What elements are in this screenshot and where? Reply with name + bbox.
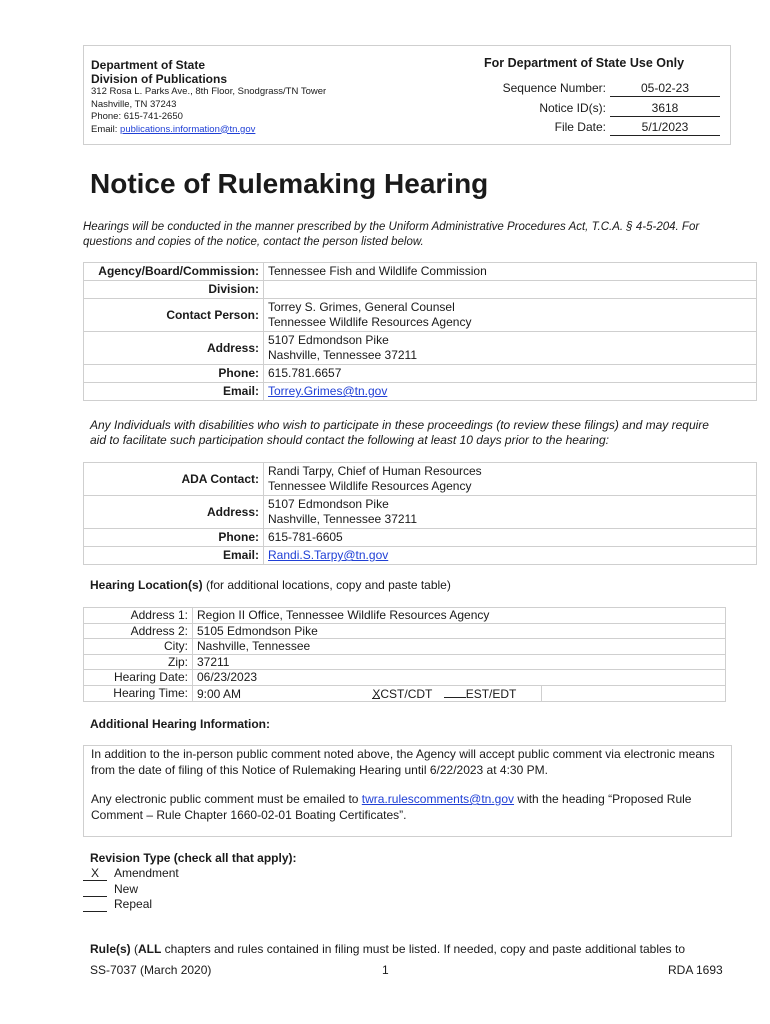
contact-phone-label: Phone: xyxy=(84,365,264,383)
location-zip-label: Zip: xyxy=(84,654,193,670)
location-time-cell xyxy=(193,685,542,702)
footer-rda-code: RDA 1693 xyxy=(668,963,723,977)
department-address-line2: Nashville, TN 37243 xyxy=(91,98,177,110)
state-use-only-title: For Department of State Use Only xyxy=(484,56,685,70)
file-date-value[interactable]: 5/1/2023 xyxy=(610,120,720,136)
location-date-row xyxy=(84,670,726,686)
intro-text: Hearings will be conducted in the manner prescribed by the Uniform Administrative Procedures Act, T.C.A. § 4-5-204. For questions and copies of the notice, contact the person listed below. xyxy=(83,221,700,248)
division-label: Division: xyxy=(84,281,264,299)
ada-phone-row xyxy=(84,529,757,547)
department-address-line1: 312 Rosa L. Parks Ave., 8th Floor, Snodgrass/TN Tower xyxy=(91,86,327,97)
ada-address-value[interactable] xyxy=(264,496,757,529)
page-title: Notice of Rulemaking Hearing xyxy=(90,168,489,199)
revision-label-new: New xyxy=(114,881,139,896)
state-use-only-block xyxy=(484,56,724,140)
rules-all-bold: ALL xyxy=(138,942,162,956)
header-box xyxy=(83,45,731,145)
location-time-value[interactable]: 9:00 AM xyxy=(197,686,242,701)
contact-phone-row xyxy=(84,365,757,383)
file-date-row xyxy=(484,120,724,140)
cst-label: CST/CDT xyxy=(380,686,433,701)
contact-address-line2: Nashville, Tennessee 37211 xyxy=(268,348,417,362)
ada-address-line1: 5107 Edmondson Pike xyxy=(268,497,389,511)
location-zip-row xyxy=(84,654,726,670)
revision-mark-repeal xyxy=(83,898,107,912)
ada-phone-label: Phone: xyxy=(84,529,264,547)
location-address1-value[interactable]: Region II Office, Tennessee Wildlife Resources Agency xyxy=(193,608,726,624)
ada-contact-line1: Randi Tarpy, Chief of Human Resources xyxy=(268,464,482,478)
additional-info-p1: In addition to the in-person public comment noted above, the Agency will accept public comment via electronic means from the date of filing of this Notice of Rulemaking Hearing until 6/22/2023 at 4:30 PM. xyxy=(91,747,715,777)
ada-contact-value[interactable] xyxy=(264,463,757,496)
contact-person-value[interactable] xyxy=(264,299,757,332)
ada-note: Any Individuals with disabilities who wish to participate in these proceedings (to review these filings) and may require aid to facilitate such participation should contact the following at least 10 days prior to the hearing: xyxy=(90,418,709,447)
contact-email-cell xyxy=(264,383,757,401)
ada-contact-label: ADA Contact: xyxy=(84,463,264,496)
department-info xyxy=(91,58,326,136)
revision-label-repeal: Repeal xyxy=(114,897,153,911)
ada-contact-line2: Tennessee Wildlife Resources Agency xyxy=(268,479,472,493)
division-value[interactable] xyxy=(264,281,757,299)
location-city-value[interactable]: Nashville, Tennessee xyxy=(193,639,726,655)
revision-type-heading: Revision Type (check all that apply): xyxy=(90,851,297,865)
ada-address-row xyxy=(84,496,757,529)
est-label: EST/EDT xyxy=(465,686,517,701)
ada-email-label: Email: xyxy=(84,547,264,565)
location-zip-value[interactable]: 37211 xyxy=(193,654,726,670)
additional-info-box xyxy=(83,745,732,837)
location-date-label: Hearing Date: xyxy=(84,670,193,686)
ada-contact-row xyxy=(84,463,757,496)
agency-contact-table xyxy=(83,262,757,401)
agency-value[interactable]: Tennessee Fish and Wildlife Commission xyxy=(264,263,757,281)
contact-person-label: Contact Person: xyxy=(84,299,264,332)
sequence-number-row xyxy=(484,81,724,101)
revision-option-amendment[interactable] xyxy=(83,866,179,882)
cst-mark: X xyxy=(372,686,381,701)
additional-info-p2 xyxy=(91,792,724,823)
comments-email-link[interactable]: twra.rulescomments@tn.gov xyxy=(361,792,515,806)
division-name: Division of Publications xyxy=(91,72,228,86)
department-name: Department of State xyxy=(91,58,206,72)
hearing-location-heading xyxy=(90,578,451,592)
contact-address-value[interactable] xyxy=(264,332,757,365)
location-address2-label: Address 2: xyxy=(84,623,193,639)
hearing-location-heading-bold: Hearing Location(s) xyxy=(90,578,203,592)
location-address2-row xyxy=(84,623,726,639)
location-address1-row xyxy=(84,608,726,624)
location-time-label: Hearing Time: xyxy=(84,685,193,702)
ada-email-link[interactable]: Randi.S.Tarpy@tn.gov xyxy=(268,548,389,562)
hearing-location-heading-rest: (for additional locations, copy and paste table) xyxy=(202,578,451,592)
revision-option-repeal[interactable] xyxy=(83,897,179,913)
rules-label-bold: Rule(s) xyxy=(90,942,131,956)
location-date-value[interactable]: 06/23/2023 xyxy=(193,670,726,686)
ada-address-label: Address: xyxy=(84,496,264,529)
agency-label: Agency/Board/Commission: xyxy=(84,263,264,281)
ada-email-row xyxy=(84,547,757,565)
agency-row xyxy=(84,263,757,281)
notice-id-label: Notice ID(s): xyxy=(539,100,606,115)
ada-phone-value[interactable]: 615-781-6605 xyxy=(264,529,757,547)
est-mark xyxy=(444,686,466,698)
contact-person-row xyxy=(84,299,757,332)
revision-option-new[interactable] xyxy=(83,882,179,898)
location-city-label: City: xyxy=(84,639,193,655)
location-time-extra-cell xyxy=(542,685,726,702)
est-option[interactable] xyxy=(444,686,517,702)
additional-info-p2-before: Any electronic public comment must be emailed to xyxy=(91,792,362,806)
hearing-location-table xyxy=(83,607,726,702)
revision-label-amendment: Amendment xyxy=(114,866,179,880)
division-row xyxy=(84,281,757,299)
ada-contact-table xyxy=(83,462,757,565)
footer-page-number: 1 xyxy=(382,963,389,977)
revision-mark-amendment: X xyxy=(83,867,107,881)
contact-address-row xyxy=(84,332,757,365)
revision-type-list xyxy=(83,866,179,913)
department-phone: Phone: 615-741-2650 xyxy=(91,111,183,122)
contact-person-line1: Torrey S. Grimes, General Counsel xyxy=(268,300,455,314)
department-email-link[interactable]: publications.information@tn.gov xyxy=(120,123,256,135)
department-email-row xyxy=(91,124,326,137)
cst-option[interactable] xyxy=(372,687,432,702)
contact-person-line2: Tennessee Wildlife Resources Agency xyxy=(268,315,472,329)
rules-instruction xyxy=(90,942,730,956)
revision-mark-new xyxy=(83,883,107,897)
ada-email-cell xyxy=(264,547,757,565)
notice-id-row xyxy=(484,101,724,121)
rules-paren: ( xyxy=(130,942,139,956)
contact-phone-value[interactable]: 615.781.6657 xyxy=(264,365,757,383)
location-time-row xyxy=(84,685,726,702)
sequence-number-label: Sequence Number: xyxy=(502,81,606,95)
footer-form-number: SS-7037 (March 2020) xyxy=(90,963,212,977)
location-city-row xyxy=(84,639,726,655)
file-date-label: File Date: xyxy=(554,120,606,134)
contact-address-line1: 5107 Edmondson Pike xyxy=(268,333,389,347)
notice-id-value[interactable]: 3618 xyxy=(610,101,720,117)
contact-address-label: Address: xyxy=(84,332,264,365)
department-email-label: Email: xyxy=(91,123,121,135)
contact-email-label: Email: xyxy=(84,383,264,401)
additional-info-p2-after: with the heading “Proposed Rule Comment – Rule Chapter 1660-02-01 Boating Certificates”. xyxy=(91,792,692,822)
sequence-number-value[interactable]: 05-02-23 xyxy=(610,81,720,97)
ada-address-line2: Nashville, Tennessee 37211 xyxy=(268,512,417,526)
additional-info-heading: Additional Hearing Information: xyxy=(90,717,270,731)
contact-email-link[interactable]: Torrey.Grimes@tn.gov xyxy=(268,384,388,398)
location-address2-value[interactable]: 5105 Edmondson Pike xyxy=(193,623,726,639)
contact-email-row xyxy=(84,383,757,401)
rules-instruction-rest: chapters and rules contained in filing must be listed. If needed, copy and paste additional tables to xyxy=(161,942,686,956)
location-address1-label: Address 1: xyxy=(84,608,193,624)
